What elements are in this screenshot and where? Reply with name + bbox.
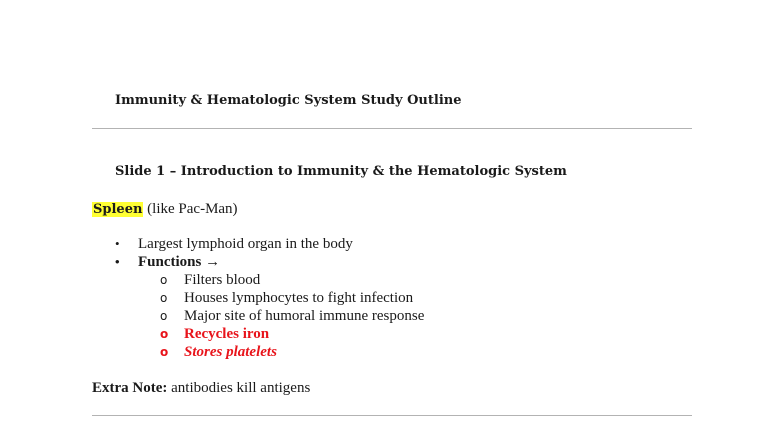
sub-list-item-text: Major site of humoral immune response <box>184 308 425 324</box>
bottom-divider <box>92 415 692 416</box>
topic-line <box>92 201 238 218</box>
sub-list-item <box>160 344 277 361</box>
sub-bullet-icon: o <box>160 273 168 287</box>
bullet-icon: • <box>115 254 120 269</box>
extra-note-label: Extra Note: <box>92 380 168 396</box>
sub-list-item <box>160 308 424 325</box>
list-item-text: Largest lymphoid organ in the body <box>138 236 353 252</box>
sub-bullet-icon: o <box>160 309 168 323</box>
sub-list-item <box>160 290 413 307</box>
slide-heading: Slide 1 – Introduction to Immunity & the Hematologic System <box>115 164 567 179</box>
top-divider <box>92 128 692 129</box>
sub-list-item <box>160 326 269 343</box>
sub-list-item-text: Recycles iron <box>184 326 270 342</box>
sub-list-item <box>160 272 260 289</box>
sub-list-item-text: Filters blood <box>184 272 261 288</box>
list-item <box>115 254 220 271</box>
highlighted-term: Spleen <box>93 202 143 217</box>
list-item <box>115 236 353 253</box>
document-title: Immunity & Hematologic System Study Outline <box>115 93 462 108</box>
bullet-icon: • <box>115 236 120 251</box>
topic-qualifier: (like Pac-Man) <box>143 201 238 217</box>
sub-list-item-text: Houses lymphocytes to fight infection <box>184 290 414 306</box>
sub-bullet-icon: o <box>160 327 169 341</box>
sub-bullet-icon: o <box>160 345 169 359</box>
sub-list-item-text: Stores platelets <box>184 344 277 360</box>
extra-note-text: antibodies kill antigens <box>167 380 311 396</box>
sub-bullet-icon: o <box>160 291 168 305</box>
list-item-text: Functions → <box>138 254 221 270</box>
extra-note <box>92 380 310 397</box>
